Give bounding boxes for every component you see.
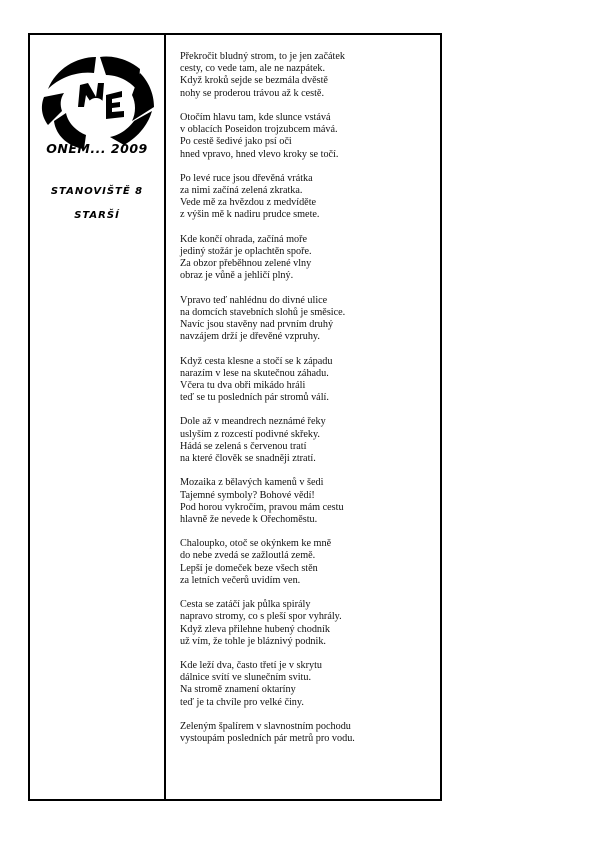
- poem-line: navzájem drží je dřevěné vzpruhy.: [180, 331, 320, 343]
- poem-stanza: [180, 416, 436, 465]
- station-label: STANOVIŠTĚ 8: [50, 186, 144, 197]
- poem-stanza: [180, 721, 436, 745]
- poem-line: Chaloupko, otoč se okýnkem ke mně: [180, 538, 332, 550]
- logo-blade-1: [48, 57, 96, 89]
- poem-line: hlavně že nevede k Ořechoměstu.: [180, 513, 318, 525]
- poem-stanza: [180, 660, 436, 709]
- poem-stanza: [180, 538, 436, 587]
- poem-line: uslyším z rozcestí podivné skřeky.: [180, 428, 320, 440]
- poem-line: teď se tu posledních pár stromů válí.: [180, 392, 329, 404]
- poem-stanza: [180, 51, 436, 100]
- logo-eye: [87, 98, 105, 116]
- poem-line: Včera tu dva obři mikádo hráli: [180, 379, 306, 391]
- poem-line: v oblacích Poseidon trojzubcem mává.: [180, 124, 338, 136]
- poem-line: dálnice svítí ve slunečním svitu.: [180, 672, 311, 684]
- poem-line: Mozaika z bělavých kamenů v šedi: [180, 477, 324, 489]
- poem-line: Dole až v meandrech neznámé řeky: [180, 416, 326, 428]
- poem-stanza: [180, 295, 436, 344]
- poem-line: na domcích stavebních slohů je směsice.: [180, 306, 346, 318]
- poem-line: Cesta se zatáčí jak půlka spirály: [180, 599, 311, 611]
- poem-line: Když kroků sejde se bezmála dvěstě: [180, 75, 328, 87]
- poem-line: Když cesta klesne a stočí se k západu: [180, 355, 333, 367]
- poem-line: nohy se proderou trávou až k cestě.: [180, 87, 324, 99]
- poem-stanza: [180, 599, 436, 648]
- poem-line: jediný stožár je oplachtěn spoře.: [180, 245, 312, 257]
- poem-line: Kde leží dva, často třetí je v skrytu: [180, 660, 323, 672]
- poem-line: Hádá se zelená s červenou tratí: [180, 440, 307, 452]
- poem-line: Kde končí ohrada, začíná moře: [180, 233, 308, 245]
- poem-line: Za obzor přeběhnou zelené vlny: [180, 258, 312, 270]
- poem-line: za letních večerů uvidím ven.: [180, 574, 301, 586]
- poem-line: Otočím hlavu tam, kde slunce vstává: [180, 111, 331, 123]
- poem-stanza: [180, 112, 436, 161]
- poem-line: cesty, co vede tam, ale ne nazpátek.: [180, 63, 326, 75]
- logo-caption: ONEM... 2009: [46, 141, 148, 156]
- poem-stanza: [180, 173, 436, 222]
- poem-line: už vím, že tohle je bláznivý podnik.: [180, 635, 326, 647]
- poem-line: teď je ta chvíle pro velké činy.: [180, 696, 304, 708]
- poem-line: vystoupám posledních pár metrů pro vodu.: [180, 733, 355, 745]
- poem-stanza: [180, 356, 436, 405]
- poem-line: Zeleným špalírem v slavnostním pochodu: [180, 720, 351, 732]
- poem: [180, 51, 436, 757]
- poem-line: Po levé ruce jsou dřevěná vrátka: [180, 172, 313, 184]
- poem-line: narazím v lese na skutečnou záhadu.: [180, 367, 329, 379]
- category-label: STARŠÍ: [74, 210, 120, 221]
- poem-stanza: [180, 234, 436, 283]
- poem-line: obraz je vůně a jehličí plný.: [180, 270, 294, 282]
- poem-line: na které člověk se snadněji ztratí.: [180, 453, 316, 465]
- logo-letter-e: [106, 91, 124, 119]
- page-frame: [28, 33, 442, 801]
- poem-line: z výšin mě k nadiru prudce smete.: [180, 209, 320, 221]
- poem-line: Po cestě šedivé jako psí oči: [180, 136, 292, 148]
- poem-line: Vpravo teď nahlédnu do divné ulice: [180, 294, 328, 306]
- poem-line: Překročit bludný strom, to je jen začátek: [180, 51, 345, 62]
- logo-blade-2: [100, 57, 140, 92]
- poem-line: Tajemné symboly? Bohové vědí!: [180, 489, 315, 501]
- poem-line: napravo stromy, co s pleší spor vyhrály.: [180, 611, 342, 623]
- poem-line: do nebe zvedá se zažloutlá země.: [180, 550, 316, 562]
- poem-line: Pod horou vykročím, pravou mám cestu: [180, 501, 344, 513]
- poem-line: hned vpravo, hned vlevo kroky se točí.: [180, 148, 339, 160]
- poem-line: Na stromě znamení oktaríny: [180, 684, 296, 696]
- poem-line: Lepší je domeček beze všech stěn: [180, 562, 318, 574]
- poem-stanza: [180, 477, 436, 526]
- poem-line: Navíc jsou stavěny nad prvním druhý: [180, 319, 334, 331]
- column-divider: [164, 35, 166, 799]
- poem-line: Když zleva přilehne hubený chodník: [180, 623, 330, 635]
- poem-line: za nimi začíná zelená zkratka.: [180, 185, 303, 197]
- poem-line: Vede mě za hvězdou z medvíděte: [180, 197, 317, 209]
